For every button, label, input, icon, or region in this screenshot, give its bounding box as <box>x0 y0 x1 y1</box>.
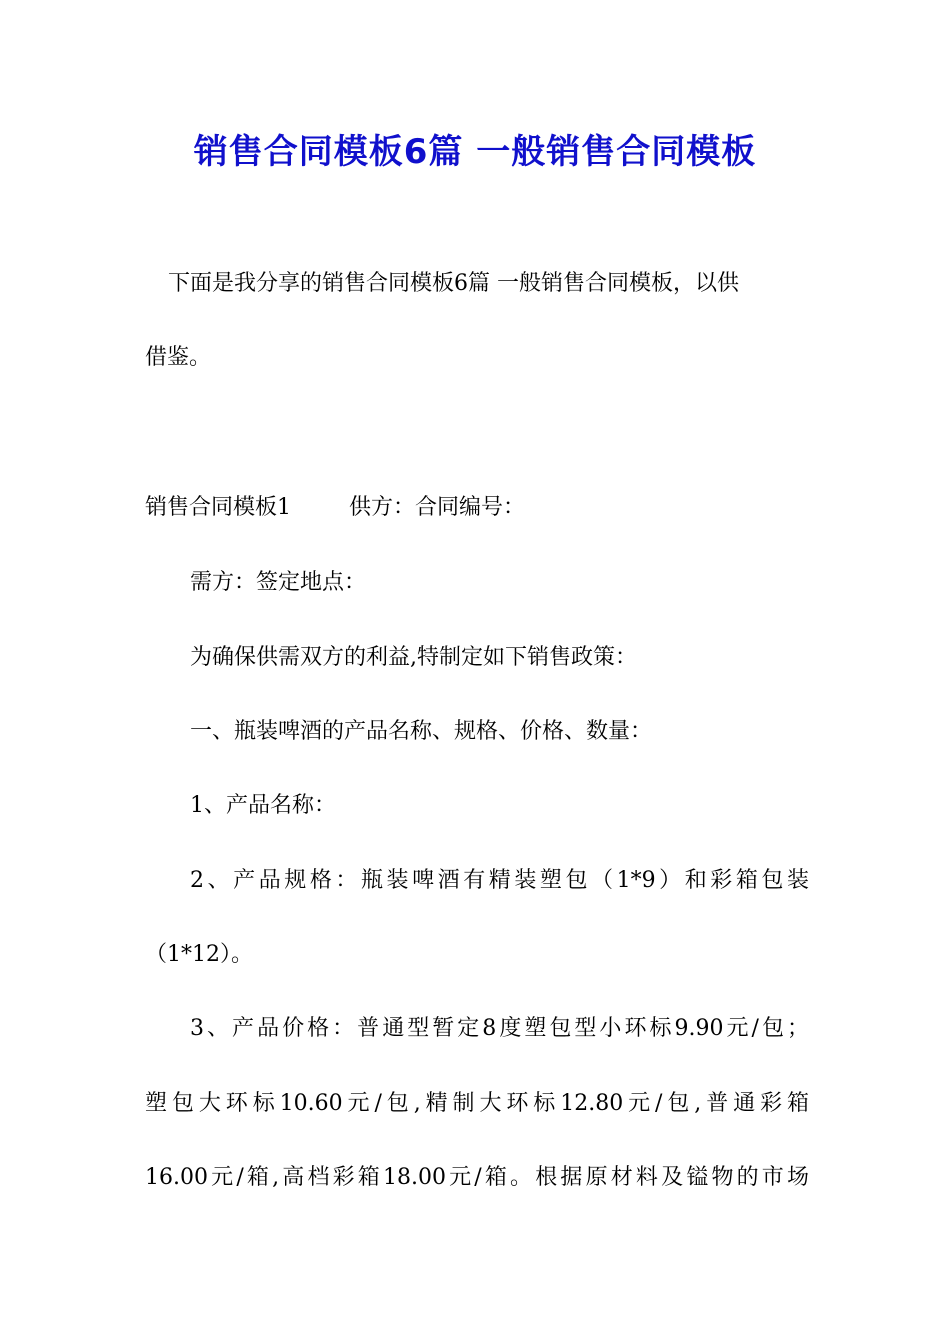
intro-line-2: 借鉴。 <box>145 345 212 370</box>
section-1-heading: 一、瓶装啤酒的产品名称、规格、价格、数量： <box>190 719 653 744</box>
item-2-line-1: 2、产品规格：瓶装啤酒有精装塑包（1*9）和彩箱包装 <box>190 868 809 893</box>
document-title: 销售合同模板6篇 一般销售合同模板 <box>193 132 757 172</box>
purpose-paragraph: 为确保供需双方的利益,特制定如下销售政策： <box>190 645 637 670</box>
contract-1-header-line <box>145 492 809 524</box>
item-3-line-1: 3、产品价格：普通型暂定8度塑包型小环标9.90元/包； <box>190 1016 809 1041</box>
demander-line: 需方：签定地点： <box>190 570 367 595</box>
item-1-product-name: 1、产品名称： <box>190 793 336 818</box>
intro-line-1: 下面是我分享的销售合同模板6篇 一般销售合同模板，以供 <box>168 271 739 296</box>
supplier-line: 供方：合同编号： <box>349 495 526 520</box>
contract-1-heading: 销售合同模板1 <box>145 495 291 520</box>
item-2-line-2: （1*12）。 <box>145 942 253 967</box>
item-3-line-3: 16.00元/箱,高档彩箱18.00元/箱。根据原材料及镒物的市场 <box>145 1165 809 1190</box>
item-3-line-2: 塑包大环标10.60元/包,精制大环标12.80元/包,普通彩箱 <box>145 1091 809 1116</box>
